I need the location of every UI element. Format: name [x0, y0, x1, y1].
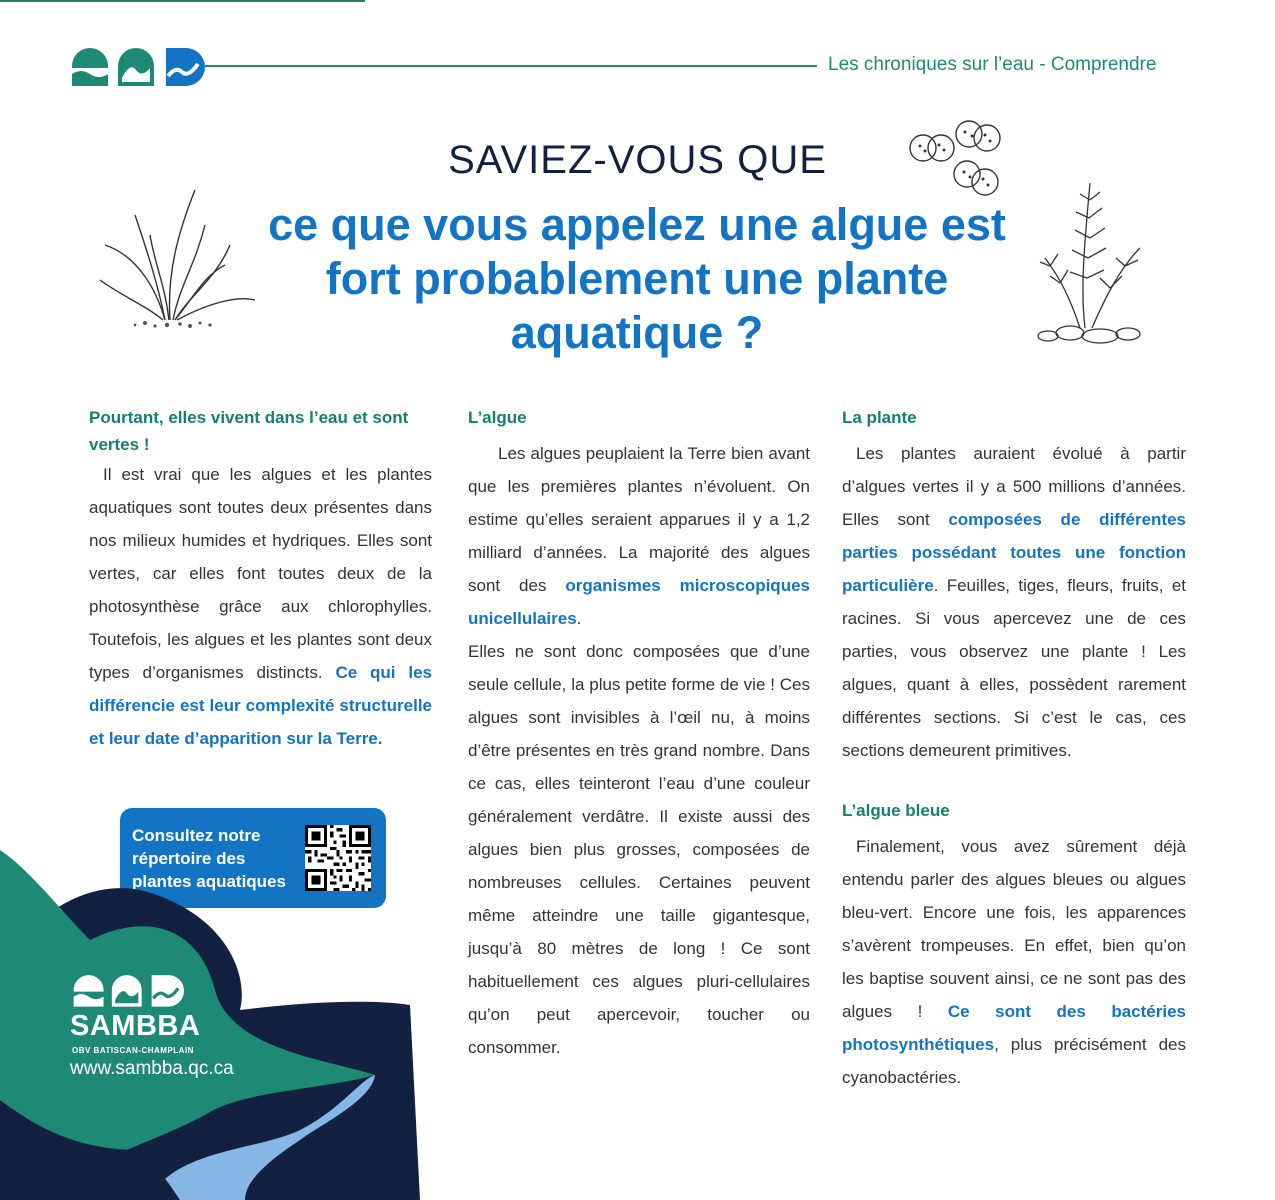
top-edge-line — [0, 0, 365, 2]
body-text: , plus précisément des cyanobactéries. — [842, 1035, 1186, 1087]
column-paragraph — [842, 437, 1186, 767]
highlight-text: organismes microscopiques unicellulaires — [468, 576, 810, 628]
column-heading: La plante — [842, 408, 917, 427]
column-heading: L’algue — [468, 408, 527, 427]
org-name: SAMBBA — [70, 1010, 201, 1042]
column-paragraph — [89, 458, 432, 755]
aquatic-grass-illustration-icon — [95, 185, 260, 335]
sambba-footer-logo-icon — [72, 970, 184, 1010]
body-text: Les plantes auraient évolué à partir d’algues vertes il y a 500 millions d’années. Elles sont — [842, 444, 1186, 529]
sambba-logo-icon — [70, 44, 205, 88]
directory-link-label: Consultez notre répertoire des plantes aquatiques — [132, 826, 286, 891]
header-rule — [205, 65, 817, 67]
body-text: Finalement, vous avez sûrement déjà entendu parler des algues bleues ou algues bleu-vert. Encore une fois, les apparences s’avèrent trompeuses. En effet, bien qu’on les baptise souvent ainsi, ce ne sont pas des algues ! — [842, 837, 1186, 1021]
column-paragraph — [842, 830, 1186, 1094]
headline: ce que vous appelez une algue est fort probablement une plante aquatique ? — [268, 199, 1006, 358]
body-text: Les algues peuplaient la Terre bien avant que les premières plantes n’évoluent. On estime qu’elles seraient apparues il y a 1,2 milliard d’années. La majorité des algues sont des — [468, 444, 810, 595]
body-text: Il est vrai que les algues et les plantes aquatiques sont toutes deux présentes dans nos milieux humides et hydriques. Elles sont vertes, car elles font toutes deux de la photosynthèse grâce aux chlorophylles. Toutefois, les algues et les plantes sont deux types d’organismes distincts. — [89, 465, 432, 682]
column-algae — [468, 404, 810, 1064]
column-heading: L’algue bleue — [842, 801, 950, 820]
cells-illustration-icon — [905, 118, 1010, 203]
kicker-title: SAVIEZ-VOUS QUE — [448, 138, 827, 182]
body-text: . — [576, 609, 582, 628]
aquatic-plant-illustration-icon — [1030, 178, 1160, 346]
highlight-text: composées de différentes parties possédant toutes une fonction particulière — [842, 510, 1186, 595]
landscape-decoration — [0, 850, 420, 1200]
highlight-text: Ce sont des bactéries photosynthétiques — [842, 1002, 1186, 1054]
org-subtitle: OBV BATISCAN-CHAMPLAIN — [72, 1046, 194, 1055]
series-title: Les chroniques sur l’eau - Comprendre — [828, 54, 1157, 75]
column-heading: Pourtant, elles vivent dans l’eau et sont vertes ! — [89, 408, 409, 454]
column-paragraph — [468, 437, 810, 635]
column-paragraph: Elles ne sont donc composées que d’une seule cellule, la plus petite forme de vie ! Ces algues sont invisibles à l’œil nu, à moins d’être présentes en très grand nombre. Dans ce cas, elles teinteront l’eau d’une couleur généralement verdâtre. Il existe aussi des algues bien plus grosses, composées de nombreuses cellules. Certaines peuvent même atteindre une taille gigantesque, jusqu’à 80 mètres de long ! Ce sont habituellement ces algues pluri-cellulaires qu’on peut apercevoir, toucher ou consommer. — [468, 642, 810, 1057]
body-text: . Feuilles, tiges, fleurs, fruits, et racines. Si vous apercevez une de ces parties, vous observez une plante ! Les algues, quant à elles, possèdent rarement différentes sections. Si c’est le cas, ces sections demeurent primitives. — [842, 576, 1186, 760]
website-link[interactable]: www.sambba.qc.ca — [70, 1058, 234, 1079]
column-plant — [842, 404, 1186, 1094]
column-comparison — [89, 404, 432, 755]
highlight-text: Ce qui les différencie est leur complexité structurelle et leur date d’apparition sur la Terre. — [89, 663, 432, 748]
